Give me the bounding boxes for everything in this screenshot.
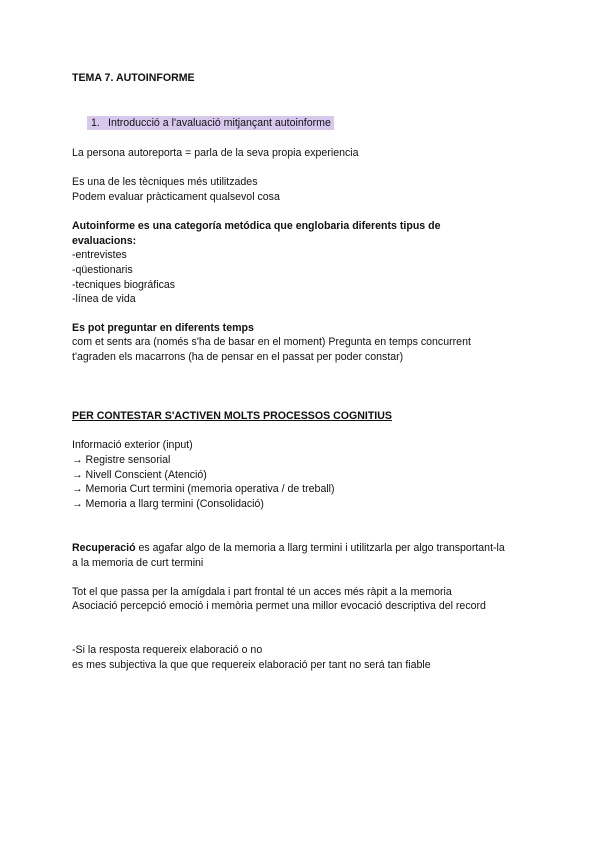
paragraph-line: Asociació percepció emoció i memòria permet una millor evocació descriptiva del record <box>72 600 486 612</box>
list-item: → Registre sensorial <box>72 454 171 466</box>
list-item: -qüestionaris <box>72 264 133 276</box>
document-title: TEMA 7. AUTOINFORME <box>72 72 195 84</box>
list-item: -línea de vida <box>72 293 136 305</box>
list-item: → Nivell Conscient (Atenció) <box>72 469 207 481</box>
section-heading-2: PER CONTESTAR S'ACTIVEN MOLTS PROCESSOS COGNITIUS <box>72 410 392 422</box>
list-item: -entrevistes <box>72 249 127 261</box>
list-item: → Memoria Curt termini (memoria operativa / de treball) <box>72 483 335 495</box>
list-number: 1. <box>91 117 100 129</box>
heading-text: Introducció a l'avaluació mitjançant autoinforme <box>108 117 331 129</box>
list-item: Informació exterior (input) <box>72 439 193 451</box>
list-item: → Memoria a llarg termini (Consolidació) <box>72 498 264 510</box>
highlighted-heading <box>87 116 334 130</box>
paragraph-line: Es una de les tècniques més utilitzades <box>72 176 258 188</box>
recuperacio-text: es agafar algo de la memoria a llarg termini i utilitzarla per algo transportant-la <box>135 542 505 554</box>
temps-heading: Es pot preguntar en diferents temps <box>72 322 254 334</box>
list-item: -tecniques biográficas <box>72 279 176 291</box>
section-heading-1 <box>87 116 334 130</box>
autoinforme-heading: Autoinforme es una categoría metódica que englobaria diferents tipus de <box>72 220 441 232</box>
recuperacio-line <box>72 541 505 555</box>
paragraph-line: t'agraden els macarrons (ha de pensar en el passat per poder constar) <box>72 351 404 363</box>
autoinforme-heading-cont: evaluacions: <box>72 235 137 247</box>
paragraph-line: a la memoria de curt termini <box>72 557 204 569</box>
recuperacio-term: Recuperació <box>72 542 136 554</box>
paragraph-line: com et sents ara (només s'ha de basar en el moment) Pregunta en temps concurrent <box>72 336 471 348</box>
paragraph-line: Podem evaluar pràcticament qualsevol cosa <box>72 191 280 203</box>
paragraph-line: es mes subjectiva la que que requereix elaboració per tant no será tan fiable <box>72 659 431 671</box>
paragraph-line: Tot el que passa per la amígdala i part frontal té un acces més ràpit a la memoria <box>72 586 452 598</box>
paragraph-line: -Si la resposta requereix elaboració o no <box>72 644 263 656</box>
intro-line: La persona autoreporta = parla de la seva propia experiencia <box>72 147 359 159</box>
